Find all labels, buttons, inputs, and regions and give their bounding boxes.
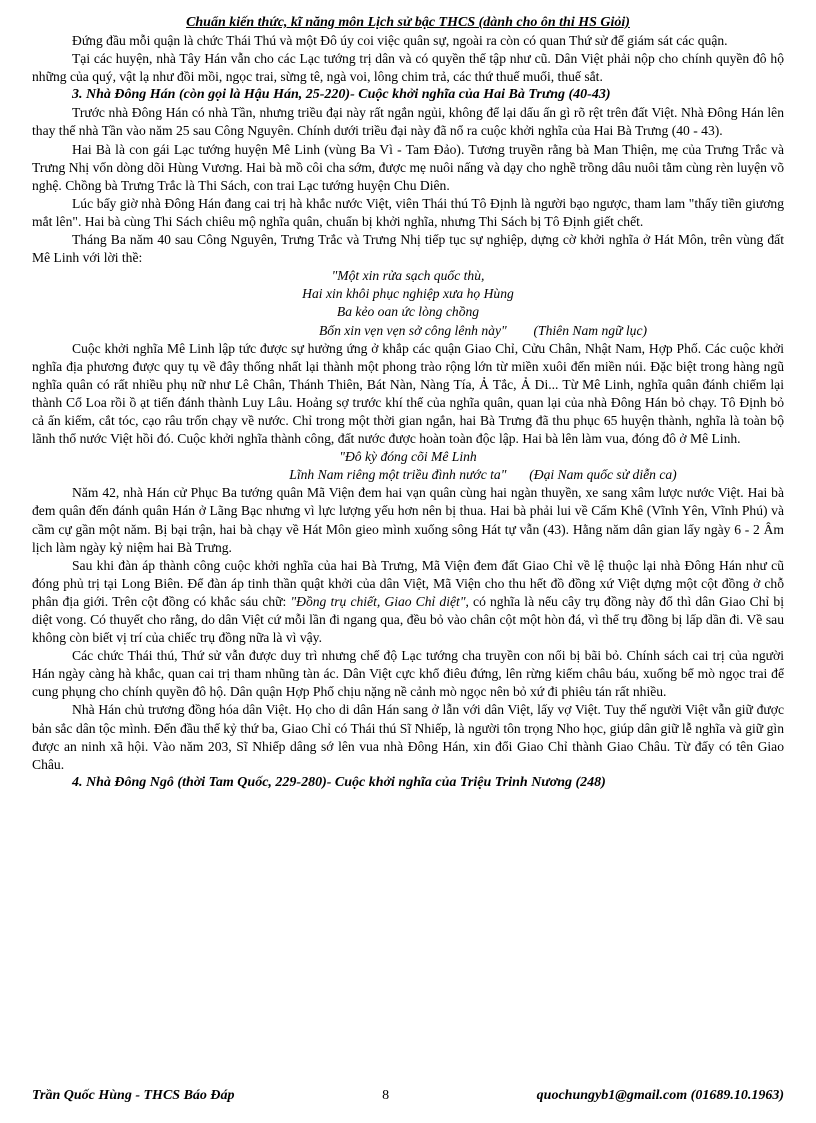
page-footer [32,1088,784,1104]
paragraph: Tháng Ba năm 40 sau Công Nguyên, Trưng Trắc và Trưng Nhị tiếp tục sự nghiệp, dựng cờ khởi nghĩa ở Hát Môn, trên vùng đất Mê Linh với lời thề: [32,232,784,266]
paragraph: Hai Bà là con gái Lạc tướng huyện Mê Linh (vùng Ba Vì - Tam Đảo). Tương truyền rằng bà Man Thiện, mẹ của Trưng Trắc và Trưng Nhị vốn dòng dõi Hùng Vương. Hai bà mồ côi cha sớm, được mẹ nuôi nấng và dạy cho nghề trồng dâu nuôi tằm cùng rèn luyện võ nghệ. Chồng bà Trưng Trắc là Thi Sách, con trai Lạc tướng huyện Chu Diên. [32,141,784,193]
page-number: 8 [382,1088,390,1103]
paragraph: Lúc bấy giờ nhà Đông Hán đang cai trị hà khắc nước Việt, viên Thái thú Tô Định là người bạo ngược, tham lam "thấy tiền giương mắt lên". Hai bà cùng Thi Sách chiêu mộ nghĩa quân, chuẩn bị khởi nghĩa, nhưng Thi Sách bị Tô Định giết chết. [32,195,784,229]
paragraph [32,557,784,647]
page-header: Chuẩn kiến thức, kĩ năng môn Lịch sử bậc THCS (dành cho ôn thi HS Giỏi) [186,15,630,30]
inscription-quote: "Đồng trụ chiết, Giao Chỉ diệt" [290,593,466,609]
paragraph: Tại các huyện, nhà Tây Hán vẫn cho các Lạc tướng trị dân và có quyền thế tập như cũ. Dân Việt phải nộp cho chính quyền đô hộ những của quý, vật lạ như đồi mồi, ngọc trai, sừng tê, ngà voi, lông chim trả, các thứ thuế muối, thuế sắt. [32,51,784,85]
section-heading: 3. Nhà Đông Hán (còn gọi là Hậu Hán, 25-220)- Cuộc khởi nghĩa của Hai Bà Trưng (40-43) [72,87,611,103]
section-heading: 4. Nhà Đông Ngô (thời Tam Quốc, 229-280)- Cuộc khởi nghĩa của Triệu Trinh Nương (248) [72,774,606,790]
verse-line-with-source [32,466,784,484]
paragraph-text: Sau khi đàn áp thành công cuộc khởi nghĩa của hai Bà Trưng, Mã Viện đem đất Giao Chỉ về lệ thuộc lại nhà Đông Hán như cũ đóng phủ trị tại Long Biên. Để đàn áp tinh thần quật khởi của dân Việt, Mã Viện cho thu hết đồ đồng xứ Việt dựng một cột đồng ở chỗ phân địa giới. Trên cột đồng có khắc sáu chữ: [32,557,784,609]
verse-line-with-source [32,322,784,340]
paragraph: Trước nhà Đông Hán có nhà Tần, nhưng triều đại này rất ngắn ngủi, không để lại dấu ấn gì rõ rệt trên đất Việt. Nhà Đông Hán lên thay thế nhà Tần vào năm 25 sau Công Nguyên. Chính dưới triều đại này đã nổ ra cuộc khởi nghĩa của Hai Bà Trưng (40 - 43). [32,105,784,139]
verse-line: Lĩnh Nam riêng một triều đình nước ta" [289,467,507,483]
verse-line: "Đô kỳ đóng cõi Mê Linh [339,449,477,465]
paragraph-text: , có nghĩa là nếu cây trụ đồng này đổ thì dân Giao Chỉ bị diệt vong. Có thuyết cho rằng, do dân Việt cứ mỗi lần đi ngang qua, đều bỏ vào chân cột một hòn đá, vì thế trụ đồng bị lấp dần đi. Về sau không còn biết vị trí của chiếc trụ đồng nữa là vì vậy. [32,593,784,646]
paragraph: Cuộc khởi nghĩa Mê Linh lập tức được sự hưởng ứng ở khắp các quận Giao Chỉ, Cửu Chân, Nhật Nam, Hợp Phố. Các cuộc khởi nghĩa địa phương được quy tụ về đây thống nhất lại thành một phong trào rộng lớn từ miền xuôi đến miền núi. Đặc biệt trong hàng ngũ nghĩa quân có rất nhiều phụ nữ như Lê Chân, Thánh Thiên, Bát Nàn, Nàng Tía, Ả Tắc, Ả Di... Từ Mê Linh, nghĩa quân đánh chiếm lại thành Cổ Loa rồi ồ ạt tiến đánh thành Luy Lâu. Hoảng sợ trước khí thế của nghĩa quân, quan lại của nhà Đông Hán bỏ chạy. Tô Định bỏ cả ấn kiếm, cắt tóc, cạo râu trốn chạy về nước. Chỉ trong một thời gian ngắn, hai Bà Trưng đã thu phục 65 huyện thành, nghĩa là toàn bộ lãnh thổ nước Việt hồi đó. Cuộc khởi nghĩa thành công, đất nước được hoàn toàn độc lập. Hai bà lên làm vua, đóng đô ở Mê Linh. [32,340,784,447]
document-page [32,14,784,792]
footer-author: Trần Quốc Hùng - THCS Báo Đáp [32,1088,235,1103]
verse-line: Hai xin khôi phục nghiệp xưa họ Hùng [302,286,514,302]
verse-line: Bốn xin vẹn vẹn sở công lênh này" [318,322,507,338]
verse-line: "Một xin rửa sạch quốc thù, [331,268,485,284]
footer-contact: quochungyb1@gmail.com (01689.10.1963) [536,1088,784,1103]
oath-verse [32,267,784,339]
paragraph: Nhà Hán chủ trương đồng hóa dân Việt. Họ cho di dân Hán sang ở lẫn với dân Việt, lấy vợ Việt. Tuy thế người Việt vẫn giữ được bản sắc dân tộc mình. Đến đầu thế kỷ thứ ba, Giao Chỉ có Thái thú Sĩ Nhiếp, là người tôn trọng Nho học, giúp dân giữ lễ nghĩa và giữ gìn được an ninh xã hội. Vào năm 203, Sĩ Nhiếp dâng sớ lên vua nhà Đông Hán, xin đổi Giao Chỉ thành Giao Châu. Từ đấy có tên Giao Châu. [32,702,784,772]
verse-source: (Đại Nam quốc sử diễn ca) [529,467,677,483]
paragraph: Đứng đầu mỗi quận là chức Thái Thú và một Đô úy coi việc quân sự, ngoài ra còn có quan Thứ sử để giám sát các quận. [72,33,728,48]
verse-source: (Thiên Nam ngữ lục) [533,322,648,338]
capital-verse [32,448,784,484]
paragraph: Các chức Thái thú, Thứ sử vẫn được duy trì nhưng chế độ Lạc tướng cha truyền con nối bị bãi bỏ. Chính sách cai trị của người Hán ngày càng hà khắc, quan cai trị tham nhũng tàn ác. Dân Việt cực khổ điêu đứng, lên rừng kiếm châu báu, xuống bể mò ngọc trai để cung phụng cho chính quyền đô hộ. Dân quận Hợp Phố chịu nặng nề cảnh mò ngọc nên bỏ xứ đi phiêu tán rất nhiều. [32,648,784,700]
verse-line: Ba kẻo oan ức lòng chồng [336,304,480,320]
paragraph: Năm 42, nhà Hán cử Phục Ba tướng quân Mã Viện đem hai vạn quân cùng hai ngàn thuyền, xe sang xâm lược nước Việt. Hai bà đem quân đến đánh quân Hán ở Lãng Bạc nhưng vì lực lượng yếu hơn nên bị thua. Hai bà phải lui về Cấm Khê (Vĩnh Yên, Vĩnh Phú) và cầm cự gần một năm. Bị bại trận, hai bà chạy về Hát Môn gieo mình xuống sông Hát tự vẫn (43). Hằng năm dân gian lấy ngày 6 - 2 Âm lịch làm ngày kỷ niệm hai Bà Trưng. [32,485,784,555]
